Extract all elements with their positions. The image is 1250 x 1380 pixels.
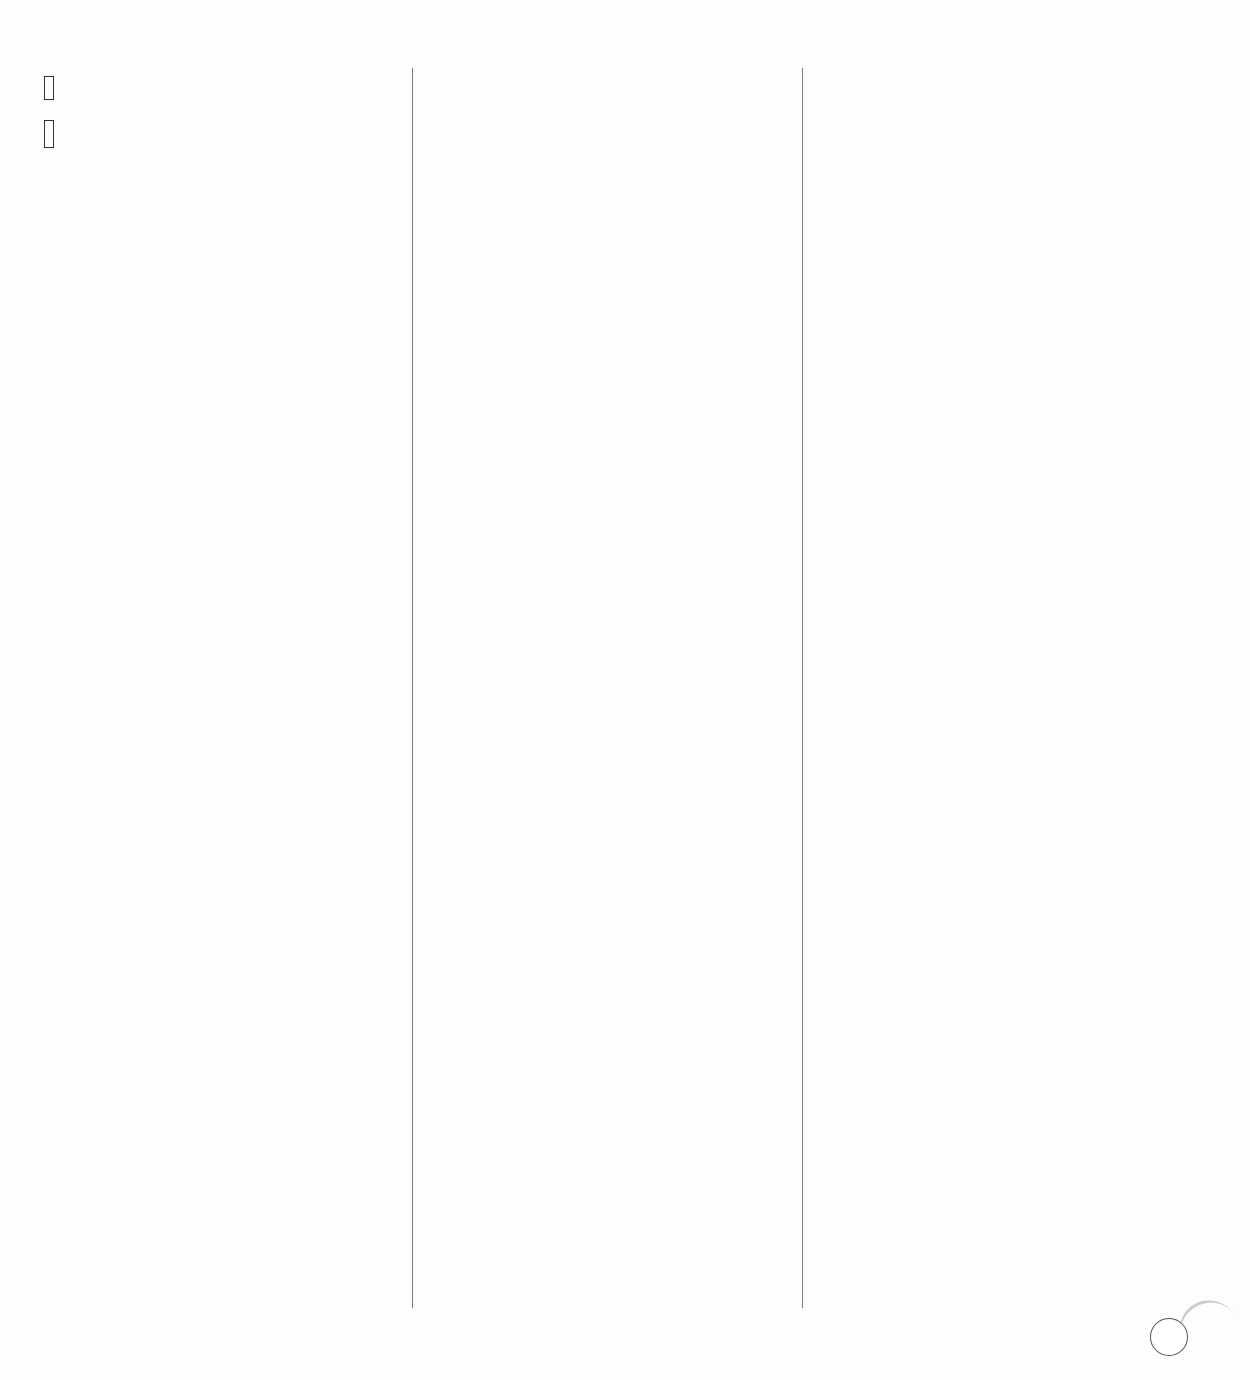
topic-title bbox=[823, 84, 1203, 118]
column-middle bbox=[432, 70, 782, 101]
column-divider bbox=[412, 68, 413, 1308]
real-question bbox=[823, 371, 1203, 408]
real-question bbox=[823, 334, 1203, 371]
real-question bbox=[823, 229, 1203, 266]
column-divider bbox=[802, 68, 803, 1308]
page-number bbox=[1150, 1318, 1188, 1356]
real-question bbox=[823, 192, 1203, 229]
section-title-cont bbox=[823, 158, 1203, 192]
column-right bbox=[823, 70, 1203, 408]
topic-title bbox=[40, 166, 395, 200]
extension-training-label bbox=[44, 76, 54, 100]
column-left bbox=[40, 70, 395, 237]
section-title bbox=[823, 266, 1203, 297]
section-title bbox=[40, 206, 395, 237]
special-topic-label bbox=[44, 120, 54, 148]
section-title bbox=[823, 124, 1203, 158]
real-question bbox=[823, 297, 1203, 334]
section-title bbox=[432, 70, 782, 101]
